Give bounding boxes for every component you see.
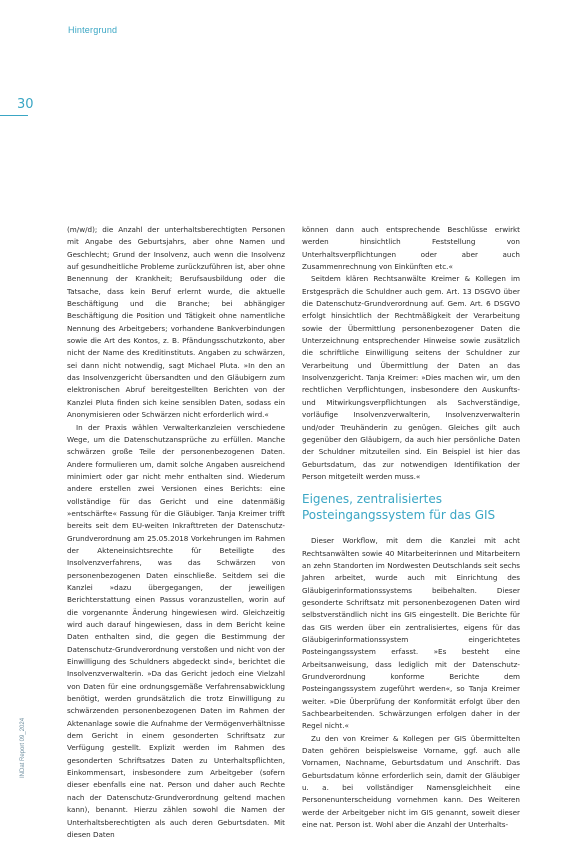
page-number-rule [0, 115, 28, 116]
left-column [67, 224, 285, 841]
right-column [302, 224, 520, 831]
body-paragraph: (m/w/d); die Anzahl der unterhaltsberechtigten Personen mit Angabe des Geburtsjahrs, aber ohne Namen und Geschlecht; Grund der Insolvenz, auch wenn die Insolvenz auf gesundheitliche Probleme zurückzuführen ist, aber ohne Benennung der Krankheit; Berufsausbildung oder die Tatsache, dass kein Beruf erlernt wurde, die aktuelle Beschäftigung und die Branche; bei abhängiger Beschäftigung die Position und Tätigkeit ohne namentliche Nennung des Arbeitgebers; vorhandene Bankverbindungen sowie die Art des Kontos, z. B. Pfändungsschutzkonto, aber nicht der Name des Kreditinstituts. Angaben zu schwärzen, sei dann nicht notwendig, sagt Michael Pluta. »In den an das Insolvenzgericht übersandten und den Gläubigern zum elektronischen Abruf bereitgestellten Berichten von der Kanzlei Pluta finden sich keine sensiblen Daten, sodass ein Anonymisieren oder Schwärzen nicht erforderlich wird.« [67, 224, 285, 422]
publication-note: INDat Report 09_2024 [20, 718, 26, 778]
body-paragraph: können dann auch entsprechende Beschlüsse erwirkt werden hinsichtlich Feststellung von Unterhaltsverpflichtungen oder aber auch Zusammenrechnung von Einkünften etc.« [302, 224, 520, 273]
body-paragraph: Seitdem klären Rechtsanwälte Kreimer & Kollegen im Erstgespräch die Schuldner auch gem. Art. 13 DSGVO über die Datenschutz-Grundverordnung auf. Gem. Art. 6 DSGVO erfolgt hinsichtlich der Rechtmäßigkeit der Verarbeitung sowie der Übermittlung personenbezogener Daten die Unterzeichnung entsprechender Hinweise sowie zusätzlich die schriftliche Einwilligung seitens der Schuldner zur Verarbeitung und Übermittlung der Daten an das Insolvenzgericht. Tanja Kreimer: »Dies machen wir, um den rechtlichen Verpflichtungen, insbesondere den Auskunfts- und Mitwirkungsverpflichtungen als Sachverständige, vorläufige Insolvenzverwalterin, Insolvenzverwalterin und/oder Treuhänderin zu genügen. Gleiches gilt auch gegenüber den Gläubigern, da auch hier persönliche Daten der Schuldner mitzuteilen sind. Ein Beispiel ist hier das Geburtsdatum, das zur notwendigen Identifikation der Person mitgeteilt werden muss.« [302, 273, 520, 483]
body-paragraph: Zu den von Kreimer & Kollegen per GIS übermittelten Daten gehören beispielsweise Vorname, ggf. auch alle Vornamen, Nachname, Geburtsdatum und Anschrift. Das Geburtsdatum könne erforderlich sein, damit der Gläubiger u. a. bei vollständiger Namensgleichheit eine Personenunterscheidung vornehmen kann. Des Weiteren werde der Arbeitgeber nicht im GIS genannt, soweit dieser eine nat. Person ist. Wohl aber die Anzahl der Unterhalts- [302, 733, 520, 832]
body-paragraph: In der Praxis wählen Verwalterkanzleien verschiedene Wege, um die Datenschutzansprüche zu erfüllen. Manche schwärzen große Teile der personenbezogenen Daten. Andere formulieren um, damit solche Angaben ausreichend minimiert oder gar nicht mehr enthalten sind. Wiederum andere erstellen zwei Versionen eines Berichts: eine vollständige für das Gericht und eine datenmäßig »entschärfte« Fassung für die Gläubiger. Tanja Kreimer trifft bereits seit dem EU-weiten Inkrafttreten der Datenschutz-Grundverordnung am 25.05.2018 Vorkehrungen im Rahmen der Akteneinsichtsrechte für Beteiligte des Insolvenzverfahrens, was das Schwärzen von personenbezogenen Daten einschließe. Seitdem sei die Kanzlei »dazu übergegangen, der jeweiligen Berichterstattung einen Passus voranzustellen, worin auf die vorgenannte Änderung hingewiesen wird. Gleichzeitig wird auch darauf hingewiesen, dass in dem Bericht keine Daten enthalten sind, die gegen die Bestimmung der Datenschutz-Grundverordnung verstoßen und nicht von der Einwilligung des Schuldners abgedeckt sind«, berichtet die Insolvenzverwalterin. »Da das Gericht jedoch eine Vielzahl von Daten für eine ordnungsgemäße Verfahrensabwicklung benötigt, werden grundsätzlich die trotz Einwilligung zu schwärzenden personenbezogenen Daten im Rahmen der Aktenanlage sowie die Aufnahme der Vermögenverhältnisse dem Gericht in einem gesonderten Schriftsatz zur Verfügung gestellt. Explizit werden im Rahmen des gesonderten Schriftsatzes Daten zu Unterhaltspflichten, Einkommensart, insbesondere zum Arbeitgeber (sofern dieser ebenfalls eine nat. Person und daher auch Rechte nach der Datenschutz-Grundverordnung geltend machen kann), benannt. Hierzu zählen sowohl die Namen der Unterhaltsberechtigten als auch deren Geburtsdaten. Mit diesen Daten [67, 422, 285, 841]
body-paragraph: Dieser Workflow, mit dem die Kanzlei mit acht Rechtsanwälten sowie 40 Mitarbeiterinnen und Mitarbeitern an zehn Standorten im Nordwesten Deutschlands seit sechs Jahren arbeitet, wurde auch mit Einrichtung des Gläubigerinformationssystems beibehalten. Dieser gesonderte Schriftsatz mit personenbezogenen Daten wird selbstverständlich nicht ins GIS eingestellt. Die Berichte für das GIS werden über ein zentralisiertes, eigens für das Gläubigerinformationssystem eingerichtetes Posteingangssystem erfasst. »Es besteht eine Arbeitsanweisung, dass lediglich mit der Datenschutz-Grundverordnung konforme Berichte dem Posteingangssystem zugeführt werden«, so Tanja Kreimer weiter. »Die Überprüfung der Konformität erfolgt über den Sachbearbeitenden. Schwärzungen erfolgen daher in der Regel nicht.« [302, 535, 520, 733]
section-heading: Eigenes, zentralisiertes Posteingangssystem für das GIS [302, 491, 520, 523]
section-label: Hintergrund [68, 25, 117, 35]
page-number: 30 [17, 97, 34, 112]
